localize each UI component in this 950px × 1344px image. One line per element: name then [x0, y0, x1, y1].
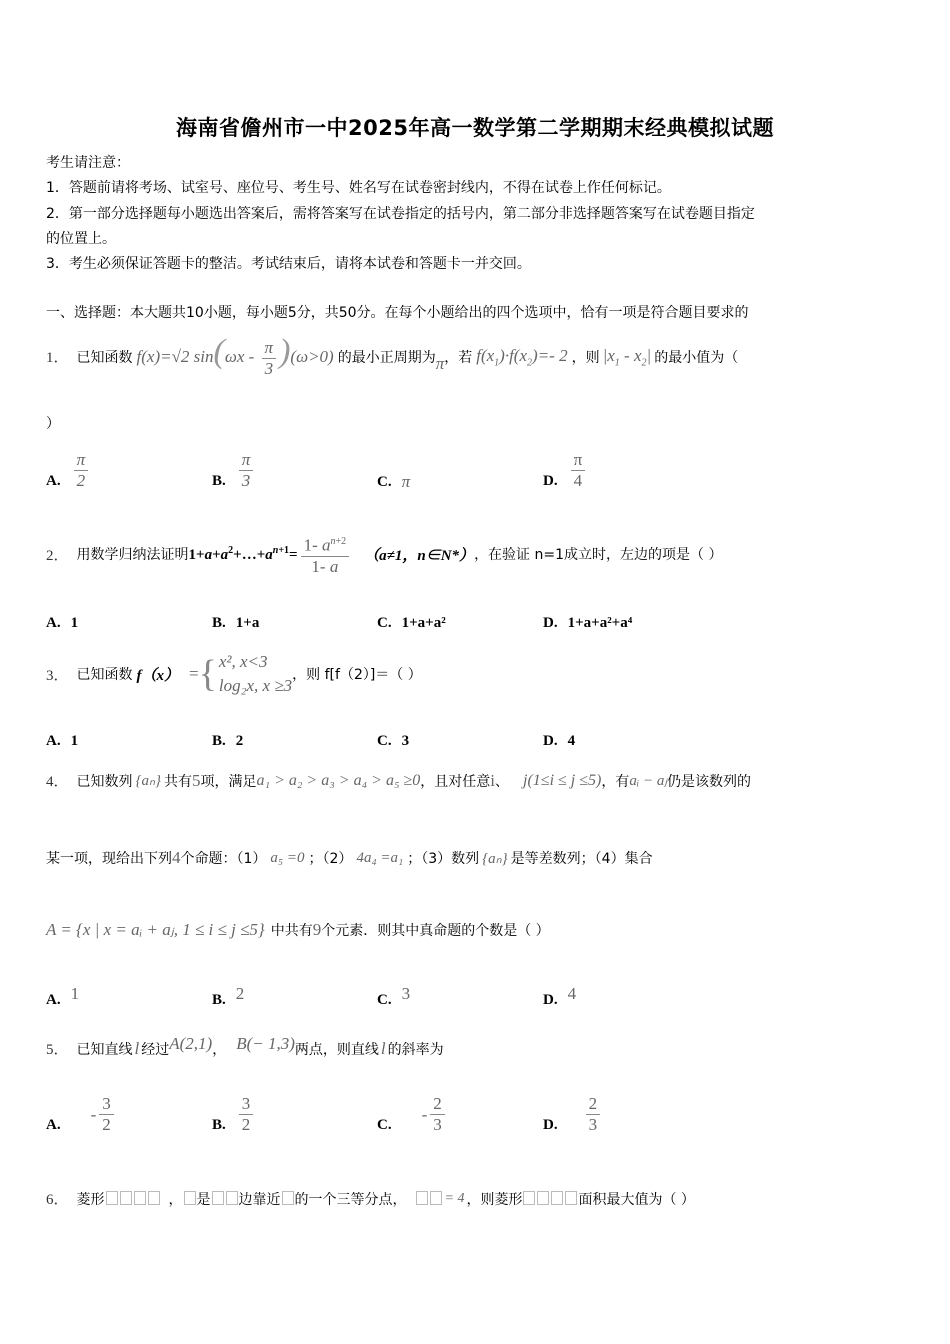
question-number: 1． — [46, 350, 69, 367]
question-4-line-2: 某一项，现给出下列 4 个命题：（1） a₅ =0 ；（2） 4a₄ =a₁ ；（3）数列 {aₙ} 是等差数列；（4）集合 — [46, 848, 653, 867]
option-5d[interactable]: D. $\frac{2}{3}$ — [543, 1094, 603, 1135]
condition-formula: $f(x_1)\cdot f(x_2)=-$ 2 — [476, 345, 568, 368]
option-2c[interactable]: C. 1+a+a² — [377, 615, 446, 631]
point-a: A(2,1) — [169, 1033, 213, 1053]
missing-glyph-placeholder — [415, 1191, 443, 1207]
set-definition: A = {x | x = aᵢ + aⱼ, 1 ≤ i ≤ j ≤5} — [46, 920, 265, 939]
missing-glyph-placeholder — [183, 1191, 197, 1207]
notice-item-2-cont: 的位置上。 — [46, 231, 116, 247]
option-2d[interactable]: D. 1+a+a²+a⁴ — [543, 615, 633, 631]
option-3d[interactable]: D. 4 — [543, 733, 576, 749]
option-1d[interactable]: D. $\frac{\pi}{4}$ — [543, 450, 588, 491]
option-5a[interactable]: A. - $\frac{3}{2}$ — [46, 1094, 117, 1135]
notice-item-2: 2．第一部分选择题每小题选出答案后，需将答案写在试卷指定的括号内，第二部分非选择题答案写在试卷题目指定 — [46, 206, 755, 222]
question-2: 2． 用数学归纳法证明 $1+a+a^2+\dots+a^{n+1}=$ $\frac{1- a^{n+2}}{1- a}$ （a≠1，n∈N*） ，在验证 n=1成立时，左边的项是（ ） — [46, 532, 722, 577]
option-5c[interactable]: C. - $\frac{2}{3}$ — [377, 1094, 448, 1135]
option-4d[interactable]: D. 4 — [543, 983, 577, 1008]
section-heading: 一、选择题：本大题共10小题，每小题5分，共50分。在每个小题给出的四个选项中，恰有一项是符合题目要求的 — [46, 305, 749, 321]
option-3a[interactable]: A. 1 — [46, 733, 79, 749]
sum-fraction: $\frac{1- a^{n+2}}{1- a}$ — [301, 532, 350, 577]
question-6: 6． 菱形 ， 是 边靠近 的一个三等分点， = 4 ，则菱形 面积最大值为（ ） — [46, 1190, 695, 1208]
question-4-line-1: 4． 已知数列 {aₙ} 共有 5 项，满足 a₁ > a₂ > a₃ > a₄ > a₅ ≥0 ，且对任意 i 、 j(1≤i ≤ j ≤5) ，有 aᵢ − aⱼ 仍是该数列的 — [46, 770, 751, 790]
notice-heading: 考生请注意： — [46, 155, 130, 171]
option-4a[interactable]: A. 1 — [46, 983, 80, 1008]
option-1c[interactable]: C. π — [377, 472, 411, 491]
option-5b[interactable]: B. $\frac{3}{2}$ — [212, 1094, 256, 1135]
missing-glyph-placeholder — [211, 1191, 239, 1207]
option-3c[interactable]: C. 3 — [377, 733, 410, 749]
option-4b[interactable]: B. 2 — [212, 983, 245, 1008]
missing-glyph-placeholder — [105, 1191, 161, 1207]
question-1: 1． 已知函数 f(x)=√2 sin(ωx - $\frac{\pi}{3}$ )(ω>0) 的最小正周期为 π ，若 $f(x_1)\cdot f(x_2)=-$ 2 ，则 $|x_1 - x_2|$ 的最小值为（ — [46, 333, 739, 378]
notice-item-1: 1．答题前请将考场、试室号、座位号、考生号、姓名写在试卷密封线内，不得在试卷上作任何标记。 — [46, 180, 671, 196]
question-3: 3． 已知函数 f（x） = { x², x<3 log₂x, x ≥3 ，则 f[f（2）]＝（ ） — [46, 650, 422, 698]
option-1b[interactable]: B. $\frac{\pi}{3}$ — [212, 450, 256, 491]
point-b: B(− 1,3) — [236, 1033, 295, 1053]
page-title: 海南省儋州市一中2025年高一数学第二学期期末经典模拟试题 — [176, 116, 774, 140]
piecewise-function: { x², x<3 log₂x, x ≥3 — [198, 652, 293, 695]
question-5: 5． 已知直线 l 经过 A(2,1) ， B(− 1,3) 两点，则直线 l 的斜率为 — [46, 1033, 444, 1058]
question-4-line-3: A = {x | x = aᵢ + aⱼ, 1 ≤ i ≤ j ≤5} 中共有 9 个元素．则其中真命题的个数是（ ） — [46, 920, 550, 939]
option-2a[interactable]: A. 1 — [46, 615, 79, 631]
target-formula: $|x_1 - x_2|$ — [602, 345, 652, 368]
sum-expression: $1+a+a^2+\dots+a^{n+1}=$ — [188, 544, 298, 563]
option-1a[interactable]: A. $\frac{\pi}{2}$ — [46, 450, 91, 491]
option-2b[interactable]: B. 1+a — [212, 615, 260, 631]
option-3b[interactable]: B. 2 — [212, 733, 244, 749]
notice-item-3: 3．考生必须保证答题卡的整洁。考试结束后，请将本试卷和答题卡一并交回。 — [46, 256, 531, 272]
missing-glyph-placeholder — [522, 1191, 578, 1207]
function-formula: f(x)=√2 sin(ωx - $\frac{\pi}{3}$ )(ω>0) — [136, 333, 334, 378]
option-4c[interactable]: C. 3 — [377, 983, 411, 1008]
missing-glyph-placeholder — [281, 1191, 295, 1207]
